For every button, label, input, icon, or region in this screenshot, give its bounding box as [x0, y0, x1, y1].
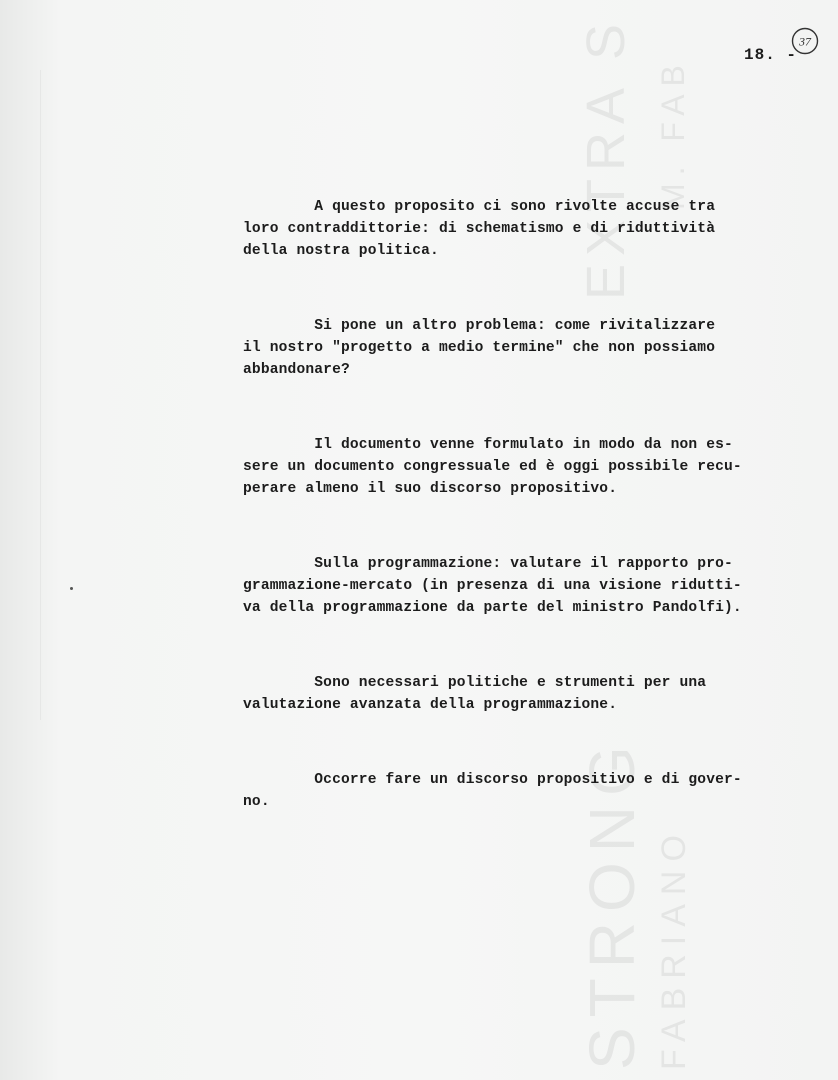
- page-number: 18. -: [744, 46, 798, 64]
- archive-number-stamp: [790, 26, 820, 56]
- paragraph: Si pone un altro problema: come rivitalizzare il nostro "progetto a medio termine" che non possiamo abbandonare?: [243, 318, 716, 378]
- paragraph: Sulla programmazione: valutare il rapporto pro- grammazione-mercato (in presenza di una visione ridutti- va della programmazione da parte del ministro Pandolfi).: [243, 556, 742, 616]
- paragraph: Il documento venne formulato in modo da non es- sere un documento congressuale ed è oggi possibile recu- perare almeno il suo discorso propositivo.: [243, 437, 742, 497]
- typewritten-body: [243, 152, 803, 866]
- svg-text:37: 37: [799, 34, 811, 49]
- paragraph: Sono necessari politiche e strumenti per una valutazione avanzata della programmazione.: [243, 675, 707, 713]
- ink-speck: [70, 587, 73, 590]
- document-page: STRONG FABRIANO EXTRA S M. FAB 18. - 37 A questo proposito ci sono rivolte accuse tra loro contraddittorie: di schematismo e di riduttività della nostra politica. Si pone un altro problema: come rivitalizzare il nostro "progetto a medio termine" che non possiamo abbandonare? Il documento venne formulato in modo da non es- sere un documento congressuale ed è oggi possibile recu- perare almeno il suo discorso propositivo. Sulla programmazione: valutare il rapporto pro- grammazione-mercato (in presenza di una visione ridutti- va della programmazione da parte del ministro Pandolfi). Sono necessari politiche e strumenti per una valutazione avanzata della programmazione. Occorre fare un discorso propositivo e di gover- no.: [0, 0, 838, 1080]
- scan-edge-shadow: [40, 70, 41, 720]
- paragraph: Occorre fare un discorso propositivo e di gover- no.: [243, 772, 742, 810]
- paragraph: A questo proposito ci sono rivolte accuse tra loro contraddittorie: di schematismo e di riduttività della nostra politica.: [243, 199, 716, 259]
- circled-number-icon: [790, 26, 820, 56]
